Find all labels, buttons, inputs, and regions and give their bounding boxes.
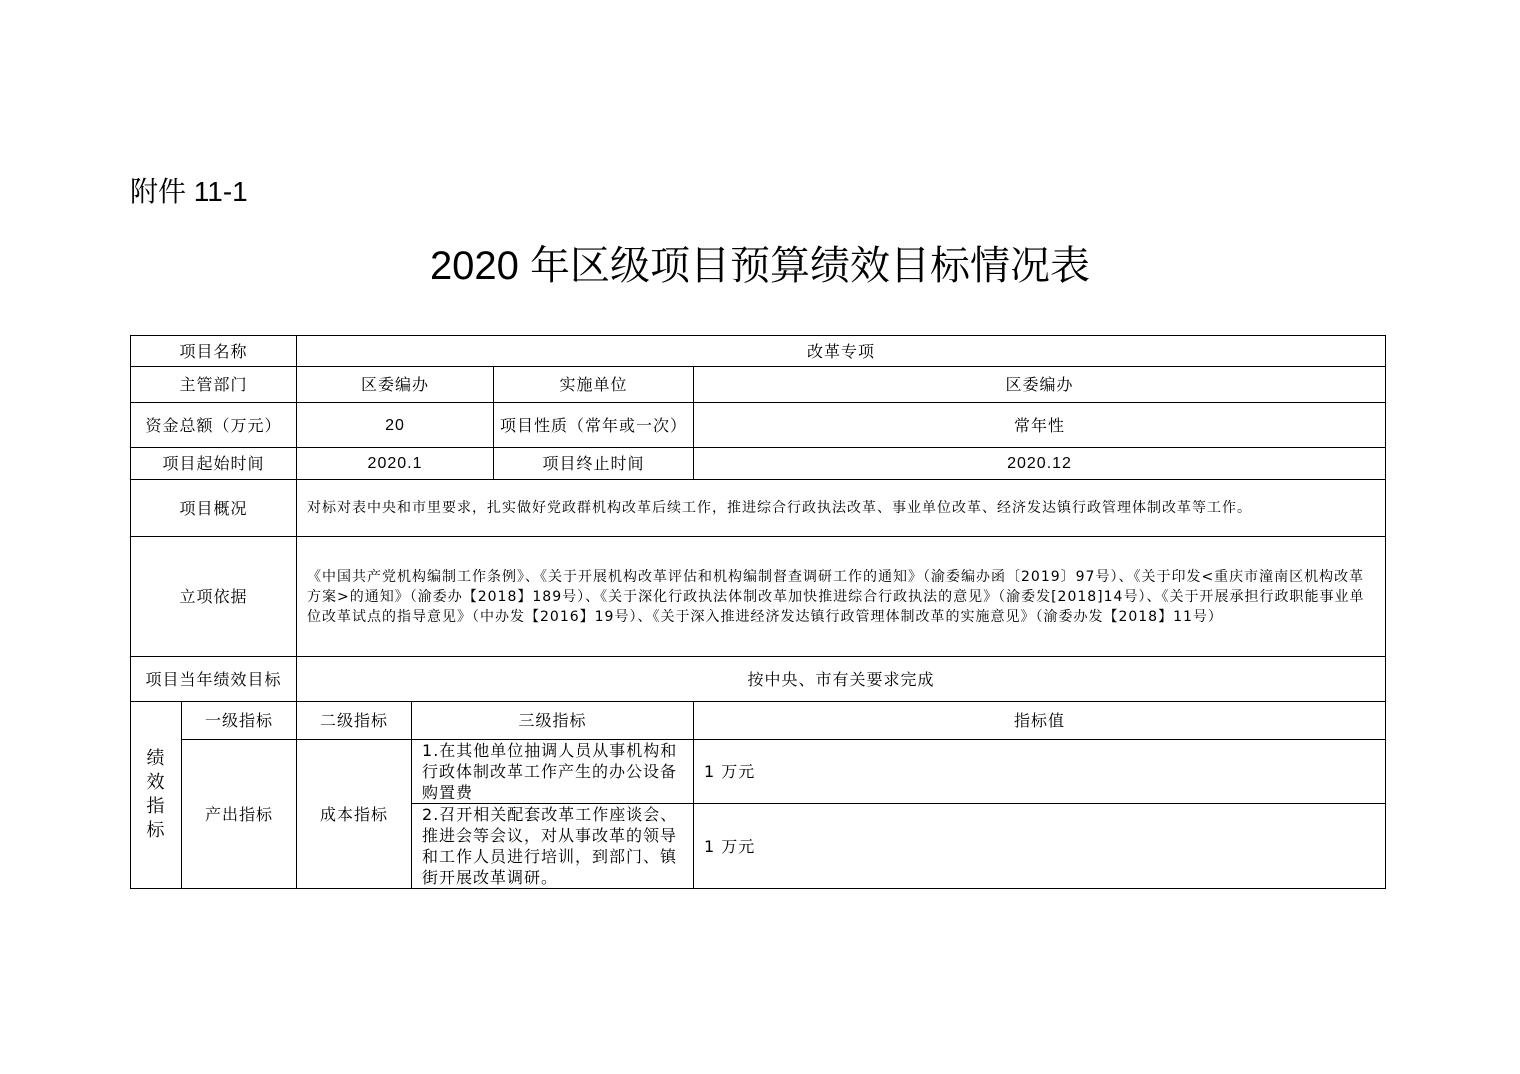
total-funds-label: 资金总额（万元） [131,403,297,448]
row-indicator-header [131,702,1386,740]
perf-indicator-label: 绩效指标 [131,702,182,889]
level1-value: 产出指标 [182,740,297,889]
level1-header: 一级指标 [182,702,297,740]
start-time-label: 项目起始时间 [131,448,297,480]
impl-unit-value: 区委编办 [694,367,1386,403]
overview-label: 项目概况 [131,480,297,537]
project-name-label: 项目名称 [131,336,297,367]
level2-value: 成本指标 [297,740,412,889]
end-time-value: 2020.12 [694,448,1386,480]
indicator-value: 1 万元 [694,804,1386,889]
row-project-name [131,336,1386,367]
start-time-value: 2020.1 [297,448,494,480]
project-nature-label: 项目性质（常年或一次） [494,403,694,448]
row-funds [131,403,1386,448]
table-row [131,740,1386,804]
indicator-value: 1 万元 [694,740,1386,804]
document-title: 2020 年区级项目预算绩效目标情况表 [429,244,1091,288]
impl-unit-label: 实施单位 [494,367,694,403]
row-time [131,448,1386,480]
row-dept [131,367,1386,403]
budget-performance-table [130,335,1386,889]
level3-item: 2.召开相关配套改革工作座谈会、推进会等会议，对从事改革的领导和工作人员进行培训，到部门、镇街开展改革调研。 [412,804,694,889]
annual-goal-label: 项目当年绩效目标 [131,657,297,702]
level2-header: 二级指标 [297,702,412,740]
competent-dept-label: 主管部门 [131,367,297,403]
attachment-label: 附件 11-1 [130,176,248,207]
overview-value: 对标对表中央和市里要求，扎实做好党政群机构改革后续工作，推进综合行政执法改革、事业单位改革、经济发达镇行政管理体制改革等工作。 [297,480,1386,537]
level3-header: 三级指标 [412,702,694,740]
basis-label: 立项依据 [131,537,297,657]
indicator-value-header: 指标值 [694,702,1386,740]
end-time-label: 项目终止时间 [494,448,694,480]
basis-value: 《中国共产党机构编制工作条例》、《关于开展机构改革评估和机构编制督查调研工作的通知》（渝委编办函〔2019〕97号）、《关于印发<重庆市潼南区机构改革方案>的通知》（渝委办【2018】189号）、《关于深化行政执法体制改革加快推进综合行政执法的意见》（渝委发[2018]14号）、《关于开展承担行政职能事业单位改革试点的指导意见》（中办发【2016】19号）、《关于深入推进经济发达镇行政管理体制改革的实施意见》（渝委办发【2018】11号） [297,537,1386,657]
annual-goal-value: 按中央、市有关要求完成 [297,657,1386,702]
level3-item: 1.在其他单位抽调人员从事机构和行政体制改革工作产生的办公设备购置费 [412,740,694,804]
row-annual-goal [131,657,1386,702]
competent-dept-value: 区委编办 [297,367,494,403]
row-basis [131,537,1386,657]
project-nature-value: 常年性 [694,403,1386,448]
row-overview [131,480,1386,537]
project-name-value: 改革专项 [297,336,1386,367]
total-funds-value: 20 [297,403,494,448]
